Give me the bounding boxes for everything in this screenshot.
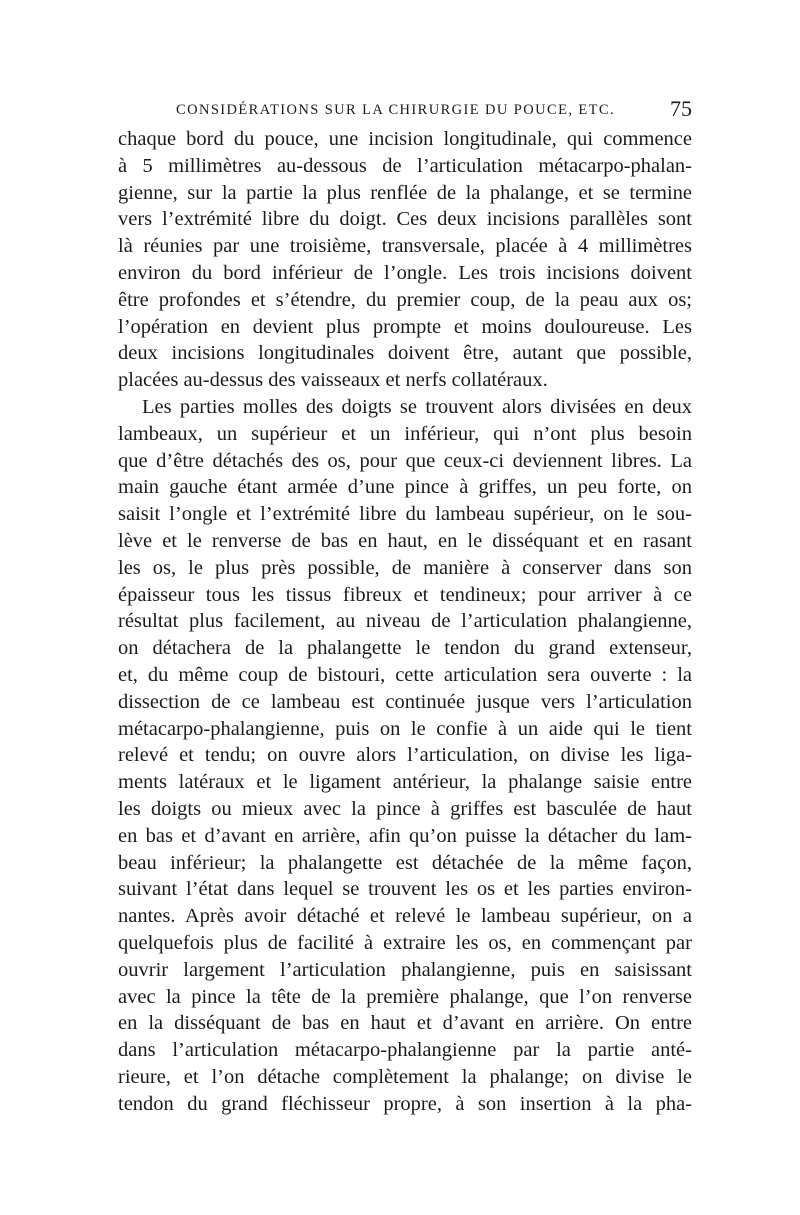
page-number: 75 bbox=[670, 96, 692, 121]
text-line: à 5 millimètres au-dessous de l’articulation métacarpo-phalan- bbox=[118, 154, 692, 177]
text-line: ments latéraux et le ligament antérieur, la phalange saisie entre bbox=[118, 771, 692, 794]
text-line: deux incisions longitudinales doivent être, autant que possible, bbox=[118, 342, 692, 365]
text-line: placées au-dessus des vaisseaux et nerfs collatéraux. bbox=[118, 369, 548, 392]
text-line: avec la pince la tête de la première phalange, que l’on renverse bbox=[118, 985, 692, 1008]
text-line: les os, le plus près possible, de manière à conserver dans son bbox=[118, 556, 692, 579]
text-line: que d’être détachés des os, pour que ceux-ci deviennent libres. La bbox=[118, 449, 692, 472]
body-text bbox=[118, 126, 692, 1117]
text-line: beau inférieur; la phalangette est détachée de la même façon, bbox=[118, 851, 692, 874]
text-line: rieure, et l’on détache complètement la phalange; on divise le bbox=[118, 1065, 692, 1088]
running-title: CONSIDÉRATIONS SUR LA CHIRURGIE DU POUCE, ETC. bbox=[176, 102, 616, 118]
text-line: être profondes et s’étendre, du premier coup, de la peau aux os; bbox=[118, 288, 692, 311]
paragraph-2 bbox=[118, 394, 692, 1118]
text-line: suivant l’état dans lequel se trouvent les os et les parties environ- bbox=[118, 878, 692, 901]
text-line: main gauche étant armée d’une pince à griffes, un peu forte, on bbox=[118, 476, 692, 499]
text-line: gienne, sur la partie la plus renflée de la phalange, et se termine bbox=[118, 181, 692, 204]
text-line: tendon du grand fléchisseur propre, à son insertion à la pha- bbox=[118, 1092, 692, 1115]
text-line: l’opération en devient plus prompte et moins douloureuse. Les bbox=[118, 315, 692, 338]
text-line: en bas et d’avant en arrière, afin qu’on puisse la détacher du lam- bbox=[118, 824, 692, 847]
text-line: environ du bord inférieur de l’ongle. Les trois incisions doivent bbox=[118, 261, 692, 284]
running-head bbox=[118, 96, 692, 124]
text-line: relevé et tendu; on ouvre alors l’articulation, on divise les liga- bbox=[118, 744, 692, 767]
text-line: résultat plus facilement, au niveau de l’articulation phalangienne, bbox=[118, 610, 692, 633]
text-line: nantes. Après avoir détaché et relevé le lambeau supérieur, on a bbox=[118, 905, 692, 928]
text-line: les doigts ou mieux avec la pince à griffes est basculée de haut bbox=[118, 797, 692, 820]
text-line: ouvrir largement l’articulation phalangienne, puis en saisissant bbox=[118, 958, 692, 981]
text-line: saisit l’ongle et l’extrémité libre du lambeau supérieur, on le sou- bbox=[118, 503, 692, 526]
text-line: lève et le renverse de bas en haut, en le disséquant et en rasant bbox=[118, 529, 692, 552]
text-line: dans l’articulation métacarpo-phalangienne par la partie anté- bbox=[118, 1039, 692, 1062]
text-line: dissection de ce lambeau est continuée jusque vers l’articulation bbox=[118, 690, 692, 713]
text-line: là réunies par une troisième, transversale, placée à 4 millimètres bbox=[118, 235, 692, 258]
text-line: on détachera de la phalangette le tendon du grand extenseur, bbox=[118, 637, 692, 660]
paragraph-1 bbox=[118, 126, 692, 394]
text-line: Les parties molles des doigts se trouvent alors divisées en deux bbox=[142, 395, 692, 418]
text-line: métacarpo-phalangienne, puis on le confie à un aide qui le tient bbox=[118, 717, 692, 740]
text-line: quelquefois plus de facilité à extraire les os, en commençant par bbox=[118, 931, 692, 954]
text-line: chaque bord du pouce, une incision longitudinale, qui commence bbox=[118, 128, 692, 150]
text-line: vers l’extrémité libre du doigt. Ces deux incisions parallèles sont bbox=[118, 208, 692, 231]
text-line: lambeaux, un supérieur et un inférieur, qui n’ont plus besoin bbox=[118, 422, 692, 445]
text-line: épaisseur tous les tissus fibreux et tendineux; pour arriver à ce bbox=[118, 583, 692, 606]
text-line: en la disséquant de bas en haut et d’avant en arrière. On entre bbox=[118, 1012, 692, 1035]
text-line: et, du même coup de bistouri, cette articulation sera ouverte : la bbox=[118, 663, 692, 686]
